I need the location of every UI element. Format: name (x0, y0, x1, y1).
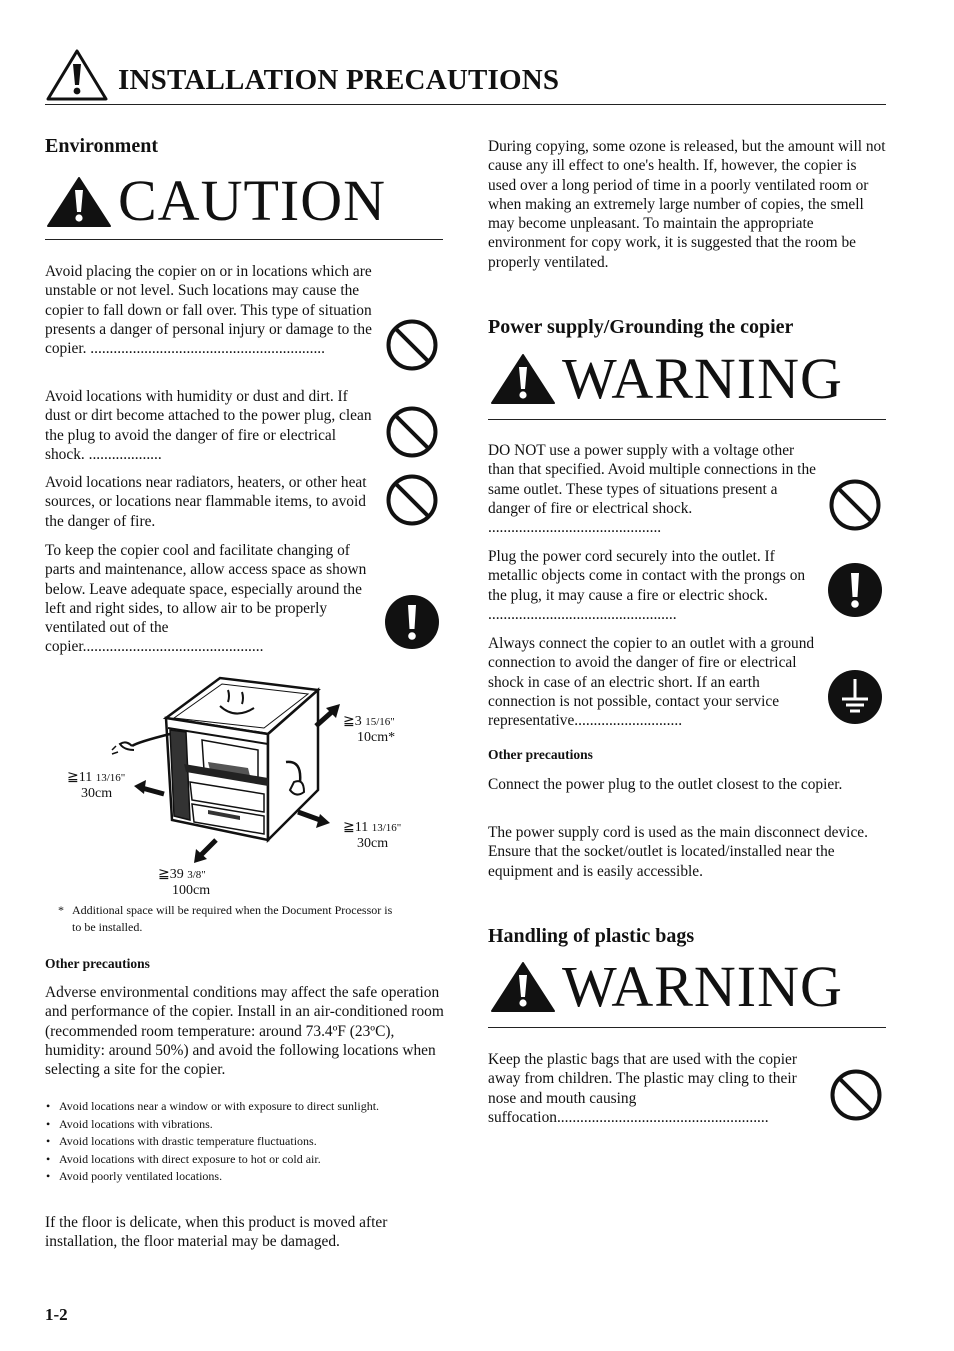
environment-heading: Environment (45, 135, 158, 157)
floor-paragraph: If the floor is delicate, when this product is moved after installation, the floor material may be damaged. (45, 1214, 388, 1251)
warning-triangle-icon (45, 48, 109, 102)
dim-front-inches: ≧39 (158, 867, 184, 882)
avoid-locations-list (45, 1098, 445, 1186)
dim-front-cm: 100cm (172, 883, 211, 898)
env-paragraph-humidity: Avoid locations with humidity or dust and dirt. If dust or dirt become attached to the power plug, clean the plug to avoid the danger of fire or electrical shock. ................... (45, 388, 372, 463)
other-paragraph-outlet: Connect the power plug to the outlet closest to the copier. (488, 776, 843, 793)
list-item: • Avoid locations with vibrations. (45, 1116, 445, 1134)
mandatory-exclamation-icon (384, 594, 440, 650)
caution-label: CAUTION (118, 168, 386, 233)
list-item: • Avoid poorly ventilated locations. (45, 1168, 445, 1186)
plastic-bags-heading: Handling of plastic bags (488, 925, 695, 947)
dimension-front (158, 867, 210, 899)
dim-rear-cm: 10cm* (357, 730, 396, 745)
other-precautions-heading-left: Other precautions (45, 956, 150, 971)
prohibition-icon (385, 473, 439, 527)
dim-left-inches: ≧11 (67, 770, 93, 785)
dimension-left (67, 770, 125, 802)
header-rule (45, 104, 886, 105)
other-paragraph-disconnect: The power supply cord is used as the main disconnect device. Ensure that the socket/outlet is located/installed near the equipment and is easily accessible. (488, 824, 868, 880)
dimension-right (343, 820, 401, 852)
warning-rule-power (488, 419, 886, 420)
dimension-rear (343, 714, 395, 746)
warning-label-bags: WARNING (562, 954, 843, 1019)
warning-triangle-icon (490, 353, 556, 405)
power-supply-heading: Power supply/Grounding the copier (488, 316, 794, 338)
dim-right-cm: 30cm (357, 836, 389, 851)
dim-front-fraction: 3/8" (187, 869, 206, 881)
dim-rear-fraction: 15/16" (365, 716, 395, 728)
dim-left-cm: 30cm (81, 786, 113, 801)
warning-triangle-icon (490, 961, 556, 1013)
ozone-paragraph: During copying, some ozone is released, but the amount will not cause any ill effect to one's health. If, however, the copier is used over a long period of time in a poorly ventilated room or when making an extremely large number of copies, the smell may become unpleasant. To maintain the appropriate environment for copy work, it is suggested that the room be properly ventilated. (488, 138, 886, 271)
warning-label-power: WARNING (562, 346, 843, 411)
warning-rule-bags (488, 1027, 886, 1028)
list-item: • Avoid locations with drastic temperature fluctuations. (45, 1133, 445, 1151)
footnote-star: * (58, 903, 64, 917)
list-item: • Avoid locations near a window or with exposure to direct sunlight. (45, 1098, 445, 1116)
power-paragraph-ground: Always connect the copier to an outlet with a ground connection to avoid the danger of fire or electrical shock in case of an electric short. If an earth connection is not possible, contact your service representative............................ (488, 635, 815, 730)
copier-clearance-illustration (108, 670, 348, 870)
env-paragraph-unstable: Avoid placing the copier on or in locations which are unstable or not level. Such locations may cause the copier to fall down or fall over. This type of situation presents a danger of personal injury or damage to the copier. ............................................................. (45, 263, 372, 358)
footnote-text: Additional space will be required when the Document Processor is to be installed. (72, 903, 393, 934)
prohibition-icon (828, 478, 882, 532)
list-item: • Avoid locations with direct exposure to hot or cold air. (45, 1151, 445, 1169)
other-precautions-paragraph: Adverse environmental conditions may affect the safe operation and performance of the copier. Install in an air-conditioned room (recommended room temperature: around 73.4ºF (23ºC), humidity: around 50%) and avoid the following locations when selecting a site for the copier. (45, 984, 444, 1079)
page-title: INSTALLATION PRECAUTIONS (118, 64, 560, 96)
bags-paragraph: Keep the plastic bags that are used with the copier away from children. The plastic may cling to their nose and mouth causing suffocation....................................................... (488, 1051, 797, 1126)
dim-right-inches: ≧11 (343, 820, 369, 835)
warning-triangle-icon (46, 176, 112, 228)
env-paragraph-space: To keep the copier cool and facilitate changing of parts and maintenance, allow access space as shown below. Leave adequate space, especially around the left and right sides, to allow air to be properly ventilated out of the copier............................................... (45, 542, 367, 656)
page-number: 1-2 (45, 1305, 68, 1324)
prohibition-icon (385, 318, 439, 372)
mandatory-exclamation-icon (827, 562, 883, 618)
power-paragraph-plug: Plug the power cord securely into the outlet. If metallic objects come in contact with the prongs on the plug, it may cause a fire or electric shock. ................................................. (488, 548, 806, 623)
dim-rear-inches: ≧3 (343, 714, 362, 729)
prohibition-icon (385, 405, 439, 459)
prohibition-icon (829, 1068, 883, 1122)
power-paragraph-voltage: DO NOT use a power supply with a voltage other than that specified. Avoid multiple connections in the same outlet. These types of situations present a danger of fire or electrical shock. ............................................. (488, 442, 816, 537)
dim-right-fraction: 13/16" (371, 822, 402, 834)
env-paragraph-heat: Avoid locations near radiators, heaters, or other heat sources, or locations near flammable items, to avoid the danger of fire. (45, 474, 367, 530)
ground-icon (827, 669, 883, 725)
caution-rule (45, 239, 443, 240)
dim-left-fraction: 13/16" (95, 772, 126, 784)
other-precautions-heading-right: Other precautions (488, 747, 593, 762)
